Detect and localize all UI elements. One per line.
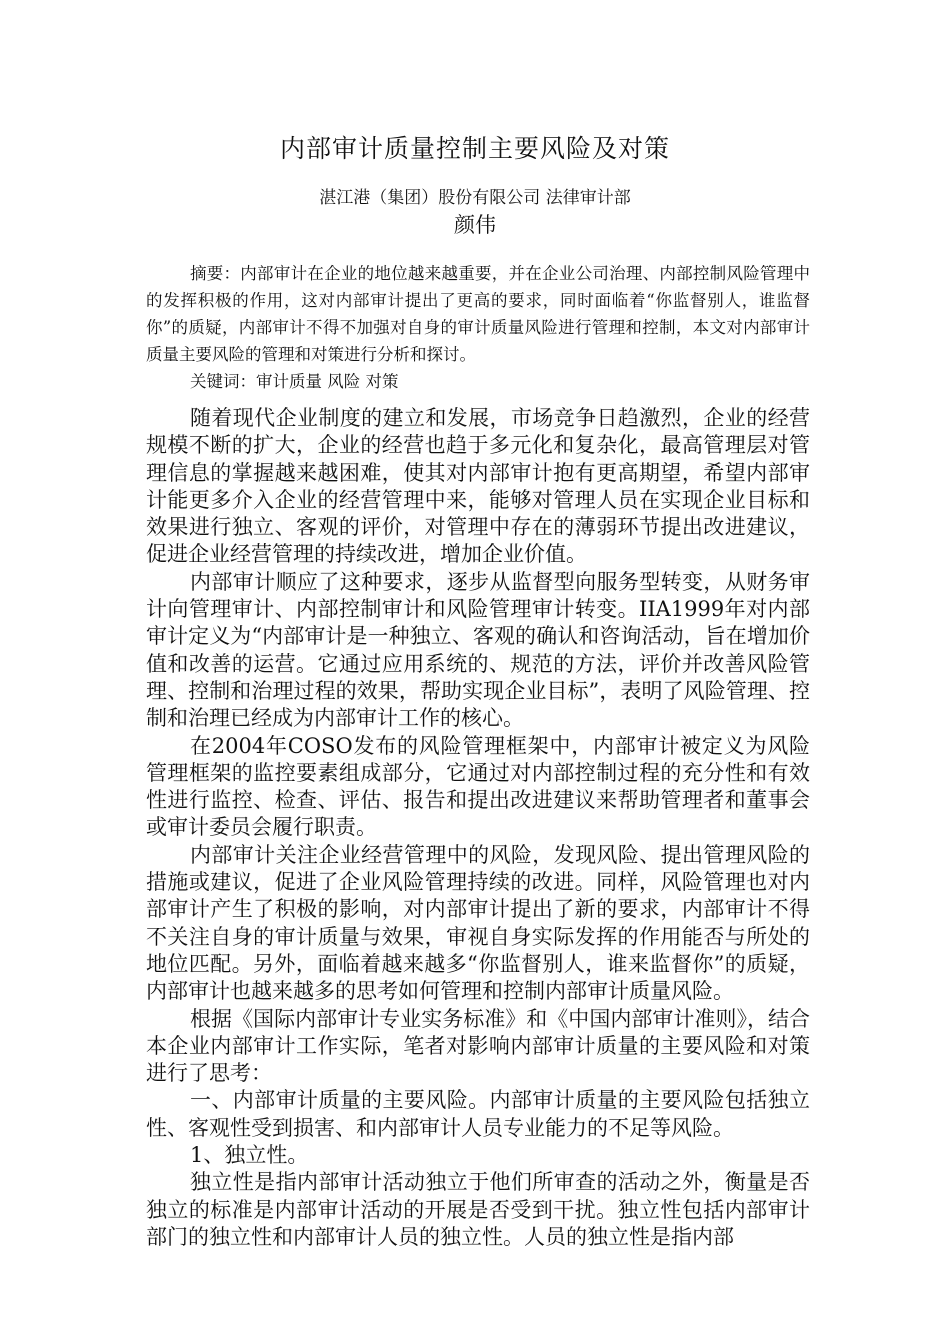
abstract-text: 摘要：内部审计在企业的地位越来越重要，并在企业公司治理、内部控制风险管理中的发挥积极的作用，这对内部审计提出了更高的要求，同时面临着“你监督别人，谁监督你”的质疑，内部审计不得不加强对自身的审计质量风险进行管理和控制，本文对内部审计质量主要风险的管理和对策进行分析和探讨。: [146, 264, 810, 364]
document-title: 内部审计质量控制主要风险及对策: [279, 134, 670, 163]
author-affiliation: 湛江港（集团）股份有限公司 法律审计部: [319, 188, 631, 208]
body-paragraph: 根据《国际内部审计专业实务标准》和《中国内部审计准则》，结合本企业内部审计工作实际，笔者对影响内部审计质量的主要风险和对策进行了思考：: [146, 1006, 810, 1086]
section-heading: 一、内部审计质量的主要风险。内部审计质量的主要风险包括独立性、客观性受到损害、和内部审计人员专业能力的不足等风险。: [146, 1088, 810, 1140]
body-paragraph: 随着现代企业制度的建立和发展，市场竞争日趋激烈，企业的经营规模不断的扩大，企业的经营也趋于多元化和复杂化，最高管理层对管理信息的掌握越来越困难，使其对内部审计抱有更高期望，希望内部审计能更多介入企业的经营管理中来，能够对管理人员在实现企业目标和效果进行独立、客观的评价，对管理中存在的薄弱环节提出改进建议，促进企业经营管理的持续改进，增加企业价值。: [146, 406, 810, 567]
keywords-line: 关键词：审计质量 风险 对策: [190, 372, 399, 391]
subsection-heading: 1、独立性。: [190, 1143, 309, 1168]
author-name: 颜伟: [454, 213, 496, 237]
body-text: [146, 405, 810, 1251]
body-paragraph: 在2004年COSO发布的风险管理框架中，内部审计被定义为风险管理框架的监控要素组成部分，它通过对内部控制过程的充分性和有效性进行监控、检查、评估、报告和提出改进建议来帮助管理者和董事会或审计委员会履行职责。: [146, 733, 810, 840]
body-paragraph: 内部审计关注企业经营管理中的风险，发现风险、提出管理风险的措施或建议，促进了企业风险管理持续的改进。同样，风险管理也对内部审计产生了积极的影响，对内部审计提出了新的要求，内部审计不得不关注自身的审计质量与效果，审视自身实际发挥的作用能否与所处的地位匹配。另外，面临着越来越多“你监督别人，谁来监督你”的质疑，内部审计也越来越多的思考如何管理和控制内部审计质量风险。: [146, 842, 810, 1004]
abstract-section: [146, 260, 810, 395]
body-paragraph: 独立性是指内部审计活动独立于他们所审查的活动之外，衡量是否独立的标准是内部审计活动的开展是否受到干扰。独立性包括内部审计部门的独立性和内部审计人员的独立性。人员的独立性是指内部: [146, 1170, 810, 1249]
body-paragraph: 内部审计顺应了这种要求，逐步从监督型向服务型转变，从财务审计向管理审计、内部控制审计和风险管理审计转变。IIA1999年对内部审计定义为“内部审计是一种独立、客观的确认和咨询活动，旨在增加价值和改善的运营。它通过应用系统的、规范的方法，评价并改善风险管理、控制和治理过程的效果，帮助实现企业目标”，表明了风险管理、控制和治理已经成为内部审计工作的核心。: [146, 569, 810, 731]
